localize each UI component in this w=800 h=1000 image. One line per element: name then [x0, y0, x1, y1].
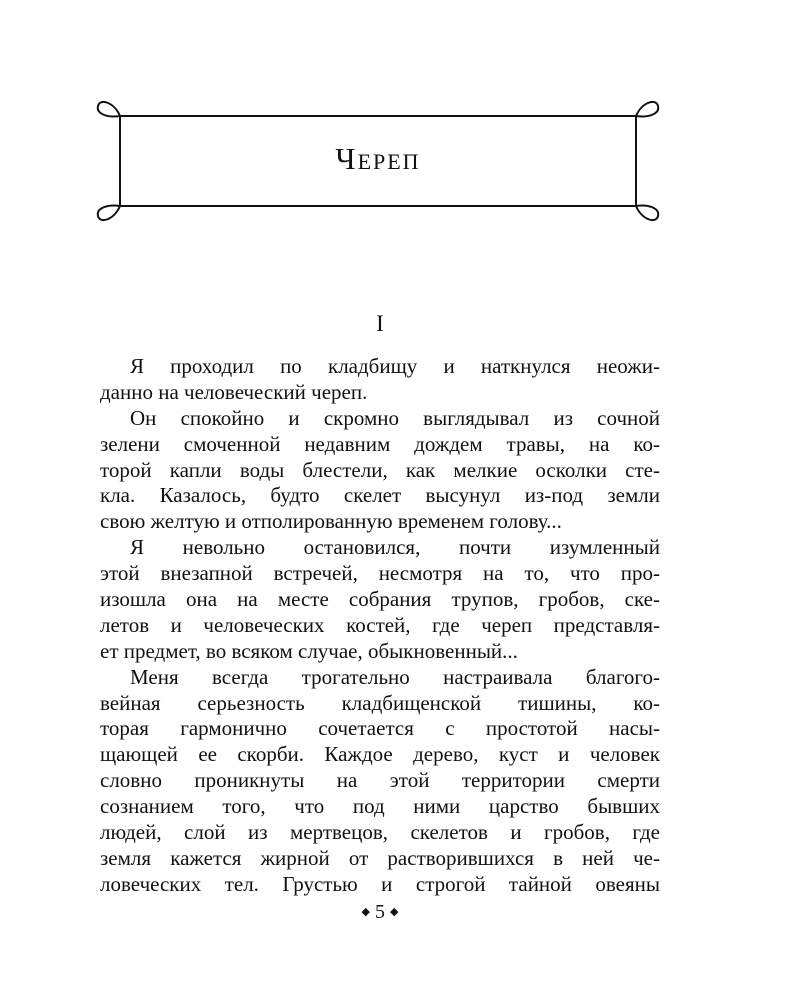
text-line: торая гармонично сочетается с простотой насы-	[100, 716, 660, 741]
text-line: Я невольно остановился, почти изумленный	[130, 535, 660, 560]
chapter-title-frame	[92, 92, 664, 230]
text-line: торой капли воды блестели, как мелкие осколки сте-	[100, 457, 660, 482]
text-line: летов и человеческих костей, где череп представля-	[100, 612, 660, 637]
paragraph	[100, 535, 660, 664]
paragraph	[100, 406, 660, 535]
text-line: Меня всегда трогательно настраивала благого-	[130, 664, 660, 689]
paragraph	[100, 354, 660, 406]
text-line: зелени смоченной недавним дождем травы, на ко-	[100, 431, 660, 456]
chapter-title: Череп	[335, 141, 421, 176]
text-line: сознанием того, что под ними царство бывших	[100, 794, 660, 819]
text-line: изошла она на месте собрания трупов, гробов, ске-	[100, 587, 660, 612]
text-line: ет предмет, во всяком случае, обыкновенный...	[100, 638, 518, 663]
text-line: щающей ее скорби. Каждое дерево, куст и человек	[100, 742, 660, 767]
right-ornament-icon: ◆	[390, 906, 399, 918]
page-footer	[0, 901, 760, 924]
text-line: земля кажется жирной от растворившихся в ней че-	[100, 845, 660, 870]
text-line: вейная серьезность кладбищенской тишины, ко-	[100, 690, 660, 715]
text-line: свою желтую и отполированную временем голову...	[100, 509, 562, 534]
paragraph	[100, 665, 660, 898]
section-number: I	[376, 311, 384, 336]
body-text	[100, 354, 660, 898]
text-line: Я проходил по кладбищу и наткнулся неожи-	[130, 354, 660, 378]
text-line: Он спокойно и скромно выглядывал из сочной	[130, 405, 660, 430]
text-line: этой внезапной встречей, несмотря на то, что про-	[100, 561, 660, 586]
text-line: данно на человеческий череп.	[100, 379, 368, 404]
text-line: ловеческих тел. Грустью и строгой тайной овеяны	[100, 871, 660, 896]
page-number: 5	[375, 901, 385, 923]
text-line: людей, слой из мертвецов, скелетов и гробов, где	[100, 820, 660, 845]
text-line: словно проникнуты на этой территории смерти	[100, 768, 660, 793]
text-line: кла. Казалось, будто скелет высунул из-под земли	[100, 483, 660, 508]
left-ornament-icon: ◆	[361, 906, 370, 918]
